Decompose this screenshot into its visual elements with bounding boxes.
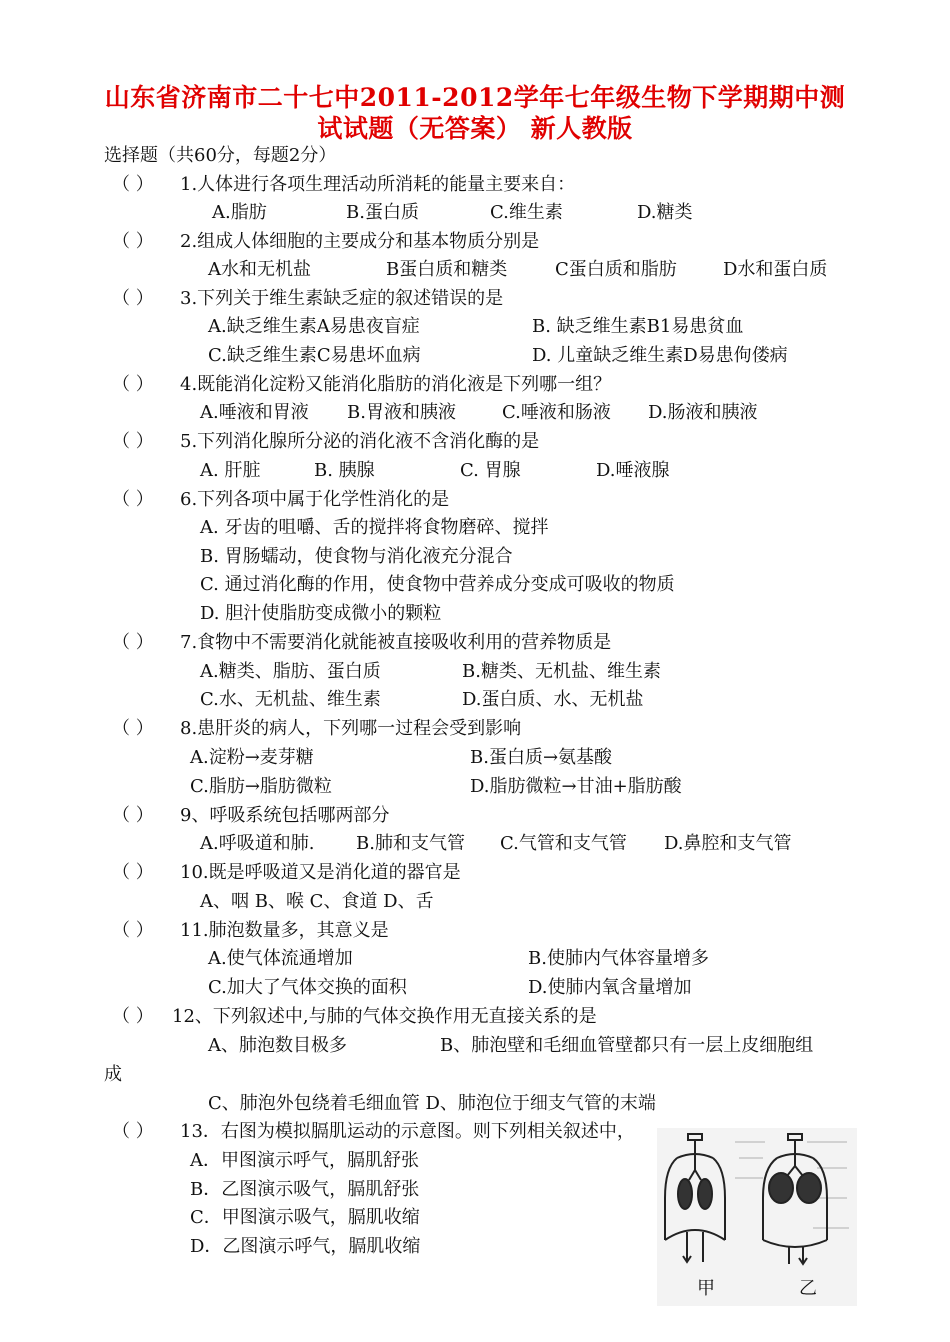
jar-left-icon	[665, 1134, 725, 1262]
q9-option-d: D.鼻腔和支气管	[664, 833, 792, 854]
q11-option-c: C.加大了气体交换的面积	[208, 977, 407, 998]
q13-option-a: A．甲图演示呼气，膈肌舒张	[190, 1150, 419, 1171]
q12-option-a: A、肺泡数目极多	[208, 1035, 347, 1056]
answer-blank: （ ）	[112, 1121, 154, 1142]
q6-option-b: B. 胃肠蠕动，使食物与消化液充分混合	[200, 546, 513, 567]
q7-option-b: B.糖类、无机盐、维生素	[462, 661, 661, 682]
q2-option-d: D水和蛋白质	[723, 259, 828, 280]
q3-option-b: B. 缺乏维生素B1易患贫血	[532, 316, 744, 337]
question-2-stem: 2.组成人体细胞的主要成分和基本物质分别是	[180, 231, 540, 252]
page-title-line2: 试试题（无答案） 新人教版	[317, 114, 633, 143]
question-3-stem: 3.下列关于维生素缺乏症的叙述错误的是	[180, 288, 504, 309]
jar-right-icon	[763, 1134, 827, 1264]
q11-option-a: A.使气体流通增加	[208, 948, 353, 969]
question-5-stem: 5.下列消化腺所分泌的消化液不含消化酶的是	[180, 431, 540, 452]
question-6-stem: 6.下列各项中属于化学性消化的是	[180, 489, 450, 510]
q8-option-a: A.淀粉→麦芽糖	[190, 747, 314, 768]
q11-option-b: B.使肺内气体容量增多	[528, 948, 709, 969]
q4-option-b: B.胃液和胰液	[347, 402, 456, 423]
answer-blank: （ ）	[112, 805, 154, 826]
q9-option-c: C.气管和支气管	[500, 833, 627, 854]
question-12-stem: 12、下列叙述中,与肺的气体交换作用无直接关系的是	[172, 1006, 597, 1027]
q7-option-c: C.水、无机盐、维生素	[200, 689, 381, 710]
q12-options-cd: C、肺泡外包绕着毛细血管 D、肺泡位于细支气管的末端	[208, 1093, 656, 1114]
q2-option-a: A水和无机盐	[208, 259, 311, 280]
answer-blank: （ ）	[112, 288, 154, 309]
q4-option-a: A.唾液和胃液	[200, 402, 309, 423]
answer-blank: （ ）	[112, 1006, 154, 1027]
figure-label-right: 乙	[799, 1278, 817, 1299]
q8-option-c: C.脂肪→脂肪微粒	[190, 776, 332, 797]
question-9-stem: 9、呼吸系统包括哪两部分	[180, 805, 390, 826]
q6-option-a: A. 牙齿的咀嚼、舌的搅拌将食物磨碎、搅拌	[200, 517, 549, 538]
q5-option-b: B. 胰腺	[314, 460, 375, 481]
answer-blank: （ ）	[112, 920, 154, 941]
q12-option-b-continued: 成	[104, 1064, 122, 1085]
question-7-stem: 7.食物中不需要消化就能被直接吸收利用的营养物质是	[180, 632, 612, 653]
q3-option-d: D. 儿童缺乏维生素D易患佝偻病	[532, 345, 788, 366]
q13-option-d: D．乙图演示呼气，膈肌收缩	[190, 1236, 421, 1257]
q3-option-a: A.缺乏维生素A易患夜盲症	[208, 316, 420, 337]
figure-label-left: 甲	[697, 1278, 715, 1299]
bell-jar-illustration	[657, 1128, 857, 1306]
q1-option-d: D.糖类	[637, 202, 693, 223]
q5-option-d: D.唾液腺	[596, 460, 670, 481]
question-4-stem: 4.既能消化淀粉又能消化脂肪的消化液是下列哪一组？	[180, 374, 612, 395]
q7-option-d: D.蛋白质、水、无机盐	[462, 689, 644, 710]
q13-option-c: C．甲图演示吸气，膈肌收缩	[190, 1207, 420, 1228]
q1-option-a: A.脂肪	[212, 202, 267, 223]
answer-blank: （ ）	[112, 174, 154, 195]
q7-option-a: A.糖类、脂肪、蛋白质	[200, 661, 381, 682]
q3-option-c: C.缺乏维生素C易患坏血病	[208, 345, 421, 366]
q12-option-b: B、肺泡壁和毛细血管壁都只有一层上皮细胞组	[440, 1035, 814, 1056]
answer-blank: （ ）	[112, 632, 154, 653]
q8-option-d: D.脂肪微粒→甘油+脂肪酸	[470, 776, 682, 797]
q5-option-a: A. 肝脏	[200, 460, 261, 481]
q6-option-c: C. 通过消化酶的作用，使食物中营养成分变成可吸收的物质	[200, 574, 675, 595]
q11-option-d: D.使肺内氧含量增加	[528, 977, 692, 998]
diaphragm-model-figure	[657, 1128, 857, 1306]
q4-option-c: C.唾液和肠液	[502, 402, 611, 423]
answer-blank: （ ）	[112, 862, 154, 883]
answer-blank: （ ）	[112, 374, 154, 395]
q9-option-b: B.肺和支气管	[356, 833, 465, 854]
answer-blank: （ ）	[112, 489, 154, 510]
q9-option-a: A.呼吸道和肺.	[200, 833, 315, 854]
question-11-stem: 11.肺泡数量多，其意义是	[180, 920, 389, 941]
q8-option-b: B.蛋白质→氨基酸	[470, 747, 613, 768]
answer-blank: （ ）	[112, 231, 154, 252]
q1-option-c: C.维生素	[490, 202, 563, 223]
q1-option-b: B.蛋白质	[346, 202, 419, 223]
question-8-stem: 8.患肝炎的病人，下列哪一过程会受到影响	[180, 718, 522, 739]
question-10-stem: 10.既是呼吸道又是消化道的器官是	[180, 862, 461, 883]
section-heading: 选择题（共60分，每题2分）	[104, 145, 337, 166]
q10-options: A、咽 B、喉 C、食道 D、舌	[200, 891, 434, 912]
q2-option-c: C蛋白质和脂肪	[555, 259, 677, 280]
q2-option-b: B蛋白质和糖类	[386, 259, 508, 280]
question-1-stem: 1.人体进行各项生理活动所消耗的能量主要来自：	[180, 174, 576, 195]
page-title-line1: 山东省济南市二十七中2011-2012学年七年级生物下学期期中测	[104, 83, 846, 112]
question-13-stem: 13．右图为模拟膈肌运动的示意图。则下列相关叙述中，	[180, 1121, 635, 1142]
answer-blank: （ ）	[112, 718, 154, 739]
q13-option-b: B．乙图演示吸气，膈肌舒张	[190, 1179, 420, 1200]
q4-option-d: D.肠液和胰液	[648, 402, 758, 423]
q6-option-d: D. 胆汁使脂肪变成微小的颗粒	[200, 603, 442, 624]
q5-option-c: C. 胃腺	[460, 460, 521, 481]
answer-blank: （ ）	[112, 431, 154, 452]
